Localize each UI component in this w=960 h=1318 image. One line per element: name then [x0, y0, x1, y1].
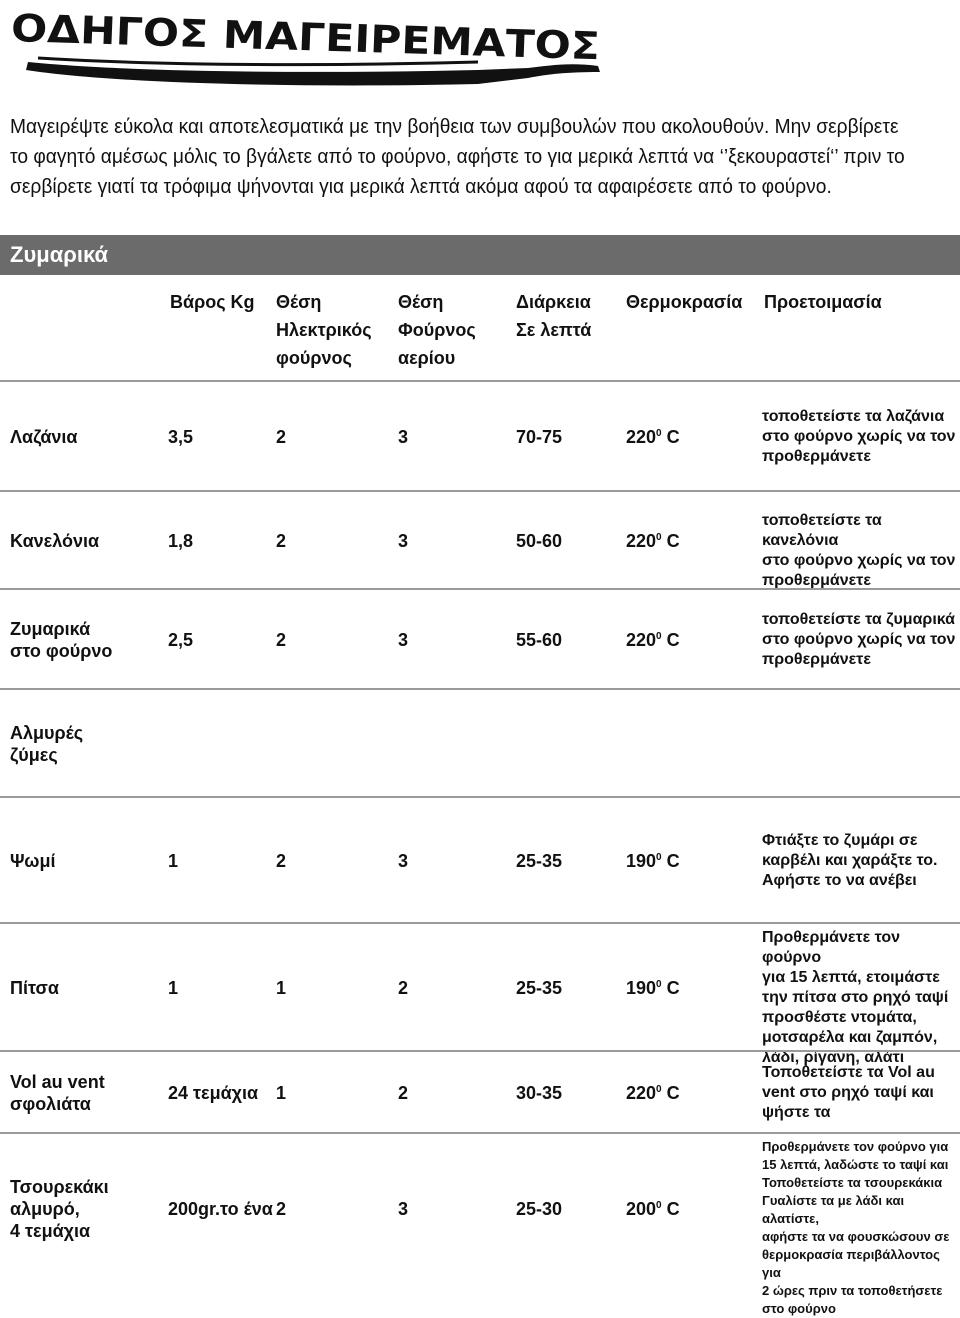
row-temperature	[626, 1198, 680, 1220]
header-electric-line: Θέση	[276, 292, 322, 312]
temperature-unit: C	[661, 978, 680, 998]
row-name-line: Λαζάνια	[10, 427, 78, 447]
intro-paragraph: Μαγειρέψτε εύκολα και αποτελεσματικά με την βοήθεια των συμβουλών που ακολουθούν. Μην σερβίρετε το φαγητό αμέσως μόλις το βγάλετε από το φούρνο, αφήστε το για μερικά λεπτά να ‘’ξεκουραστεί‘’ πριν το σερβίρετε γιατί τα τρόφιμα ψήνονται για μερικά λεπτά ακόμα αφού τα αφαιρέσετε από το φούρνο.	[10, 116, 905, 198]
row-name	[10, 618, 112, 662]
preparation-line: καρβέλι και χαράξτε το.	[762, 852, 938, 869]
temperature-value: 220	[626, 1083, 657, 1103]
preparation-line: για 15 λεπτά, ετοιμάστε	[762, 969, 940, 986]
row-weight: 2,5	[168, 630, 194, 650]
preparation-line: λάδι, ρίγανη, αλάτι	[762, 1049, 905, 1066]
row-temperature	[626, 629, 680, 651]
preparation-line: Προθερμάνετε τον φούρνο	[762, 929, 901, 966]
degree-mark: 0	[656, 1200, 662, 1211]
row-electric-position: 1	[276, 1083, 287, 1103]
temperature-unit: C	[661, 531, 680, 551]
preparation-line: τοποθετείστε τα κανελόνια	[762, 512, 882, 549]
row-name-line: Ψωμί	[10, 851, 56, 871]
preparation-line: Φτιάξτε το ζυμάρι σε	[762, 832, 918, 849]
table-row	[0, 1132, 960, 1316]
degree-mark: 0	[656, 852, 662, 863]
table-row	[0, 490, 960, 588]
header-duration-line: Διάρκεια	[516, 292, 591, 312]
preparation-line: προθερμάνετε	[762, 448, 871, 465]
preparation-line: Προθερμάνετε τον φούρνο για	[762, 1139, 949, 1154]
row-name-line: 4 τεμάχια	[10, 1221, 91, 1241]
preparation-line: τοποθετείστε τα λαζάνια	[762, 408, 945, 425]
row-weight: 200gr.το ένα	[168, 1199, 273, 1219]
row-gas-position: 3	[398, 1199, 409, 1219]
header-gas-line: Θέση	[398, 292, 444, 312]
row-temperature	[626, 850, 680, 872]
temperature-value: 220	[626, 630, 657, 650]
preparation-line: vent στο ρηχό ταψί και	[762, 1084, 934, 1101]
preparation-line: ψήστε τα	[762, 1104, 831, 1121]
temperature-value: 190	[626, 851, 657, 871]
preparation-line: Τοποθετείστε τα Vol au	[762, 1064, 935, 1081]
row-name-line: Αλμυρές	[10, 723, 84, 743]
header-duration	[516, 288, 591, 344]
row-weight: 1	[168, 851, 179, 871]
row-gas-position: 3	[398, 630, 409, 650]
preparation-line: στο φούρνο	[762, 1301, 836, 1316]
row-duration: 70-75	[516, 427, 563, 447]
table-row	[0, 922, 960, 1066]
row-name-line: σφολιάτα	[10, 1094, 91, 1114]
degree-mark: 0	[656, 979, 662, 990]
row-name	[10, 530, 99, 552]
preparation-line: στο φούρνο χωρίς να τον	[762, 552, 956, 569]
row-name-line: Πίτσα	[10, 978, 59, 998]
temperature-unit: C	[661, 851, 680, 871]
preparation-line: αφήστε τα να φουσκώσουν σε	[762, 1229, 950, 1244]
temperature-value: 220	[626, 427, 657, 447]
row-weight: 1	[168, 978, 179, 998]
temperature-value: 200	[626, 1199, 657, 1219]
row-electric-position: 1	[276, 978, 287, 998]
row-name-line: Ζυμαρικά	[10, 619, 91, 639]
preparation-line: Γυαλίστε τα με λάδι και αλατίστε,	[762, 1193, 905, 1226]
temperature-unit: C	[661, 427, 680, 447]
row-name	[10, 850, 55, 872]
row-electric-position: 2	[276, 1199, 287, 1219]
header-electric-line: φούρνος	[276, 348, 352, 368]
header-gas-line: Φούρνος	[398, 320, 476, 340]
row-electric-position: 2	[276, 851, 287, 871]
row-temperature	[626, 426, 680, 448]
preparation-line: Τοποθετείστε τα τσουρεκάκια	[762, 1175, 943, 1190]
header-duration-line: Σε λεπτά	[516, 320, 592, 340]
row-electric-position: 2	[276, 427, 287, 447]
row-preparation	[762, 610, 955, 670]
header-electric	[276, 288, 372, 372]
row-preparation	[762, 407, 955, 467]
row-duration: 50-60	[516, 531, 563, 551]
row-weight: 1,8	[168, 531, 194, 551]
preparation-line: θερμοκρασία περιβάλλοντος για	[762, 1247, 940, 1280]
temperature-unit: C	[661, 1083, 680, 1103]
row-gas-position: 2	[398, 1083, 409, 1103]
row-name-line: ζύμες	[10, 745, 58, 765]
row-preparation	[762, 831, 937, 891]
row-preparation	[762, 928, 960, 1068]
row-name-line: Κανελόνια	[10, 531, 100, 551]
row-gas-position: 3	[398, 531, 409, 551]
row-preparation	[762, 1138, 960, 1318]
row-preparation	[762, 511, 960, 591]
preparation-line: στο φούρνο χωρίς να τον	[762, 631, 956, 648]
table-row	[0, 796, 960, 922]
degree-mark: 0	[656, 1084, 662, 1095]
preparation-line: στο φούρνο χωρίς να τον	[762, 428, 956, 445]
degree-mark: 0	[656, 532, 662, 543]
row-gas-position: 3	[398, 851, 409, 871]
row-name	[10, 1071, 105, 1115]
row-temperature	[626, 977, 680, 999]
row-duration: 25-35	[516, 851, 563, 871]
header-temperature: Θερμοκρασία	[626, 292, 743, 312]
row-name-line: Τσουρεκάκι	[10, 1177, 109, 1197]
row-name	[10, 722, 83, 766]
row-temperature	[626, 1082, 680, 1104]
row-name	[10, 426, 78, 448]
temperature-unit: C	[661, 1199, 680, 1219]
temperature-value: 220	[626, 531, 657, 551]
table-row	[0, 1050, 960, 1132]
row-preparation	[762, 1063, 935, 1123]
row-name	[10, 977, 59, 999]
header-weight: Βάρος Kg	[170, 292, 255, 312]
preparation-line: 2 ώρες πριν τα τοποθετήσετε	[762, 1283, 943, 1298]
row-gas-position: 2	[398, 978, 409, 998]
preparation-line: τοποθετείστε τα ζυμαρικά	[762, 611, 955, 628]
section-header: Ζυμαρικά	[0, 235, 960, 275]
table-row	[0, 380, 960, 490]
row-electric-position: 2	[276, 630, 287, 650]
header-gas-line: αερίου	[398, 348, 456, 368]
temperature-value: 190	[626, 978, 657, 998]
row-name-line: Vol au vent	[10, 1072, 105, 1092]
row-duration: 25-30	[516, 1199, 563, 1219]
row-duration: 30-35	[516, 1083, 563, 1103]
preparation-line: 15 λεπτά, λαδώστε το ταψί και	[762, 1157, 949, 1172]
title-block	[8, 0, 608, 96]
degree-mark: 0	[656, 428, 662, 439]
preparation-line: προθερμάνετε	[762, 572, 871, 589]
preparation-line: μοτσαρέλα και ζαμπόν,	[762, 1029, 938, 1046]
header-gas	[398, 288, 476, 372]
temperature-unit: C	[661, 630, 680, 650]
table-row	[0, 688, 960, 796]
row-name-line: αλμυρό,	[10, 1199, 80, 1219]
row-name	[10, 1176, 109, 1242]
row-duration: 25-35	[516, 978, 563, 998]
page-title: ΟΔΗΓΟΣ ΜΑΓΕΙΡΕΜΑΤΟΣ	[10, 6, 601, 69]
row-electric-position: 2	[276, 531, 287, 551]
row-name-line: στο φούρνο	[10, 641, 113, 661]
preparation-line: Αφήστε το να ανέβει	[762, 872, 917, 889]
preparation-line: προσθέστε ντομάτα,	[762, 1009, 917, 1026]
row-duration: 55-60	[516, 630, 563, 650]
table-row	[0, 588, 960, 688]
preparation-line: προθερμάνετε	[762, 651, 871, 668]
header-electric-line: Ηλεκτρικός	[276, 320, 372, 340]
row-weight: 24 τεμάχια	[168, 1083, 259, 1103]
header-preparation: Προετοιμασία	[764, 292, 882, 312]
preparation-line: την πίτσα στο ρηχό ταψί	[762, 989, 949, 1006]
row-temperature	[626, 530, 680, 552]
row-weight: 3,5	[168, 427, 194, 447]
row-gas-position: 3	[398, 427, 409, 447]
degree-mark: 0	[656, 631, 662, 642]
